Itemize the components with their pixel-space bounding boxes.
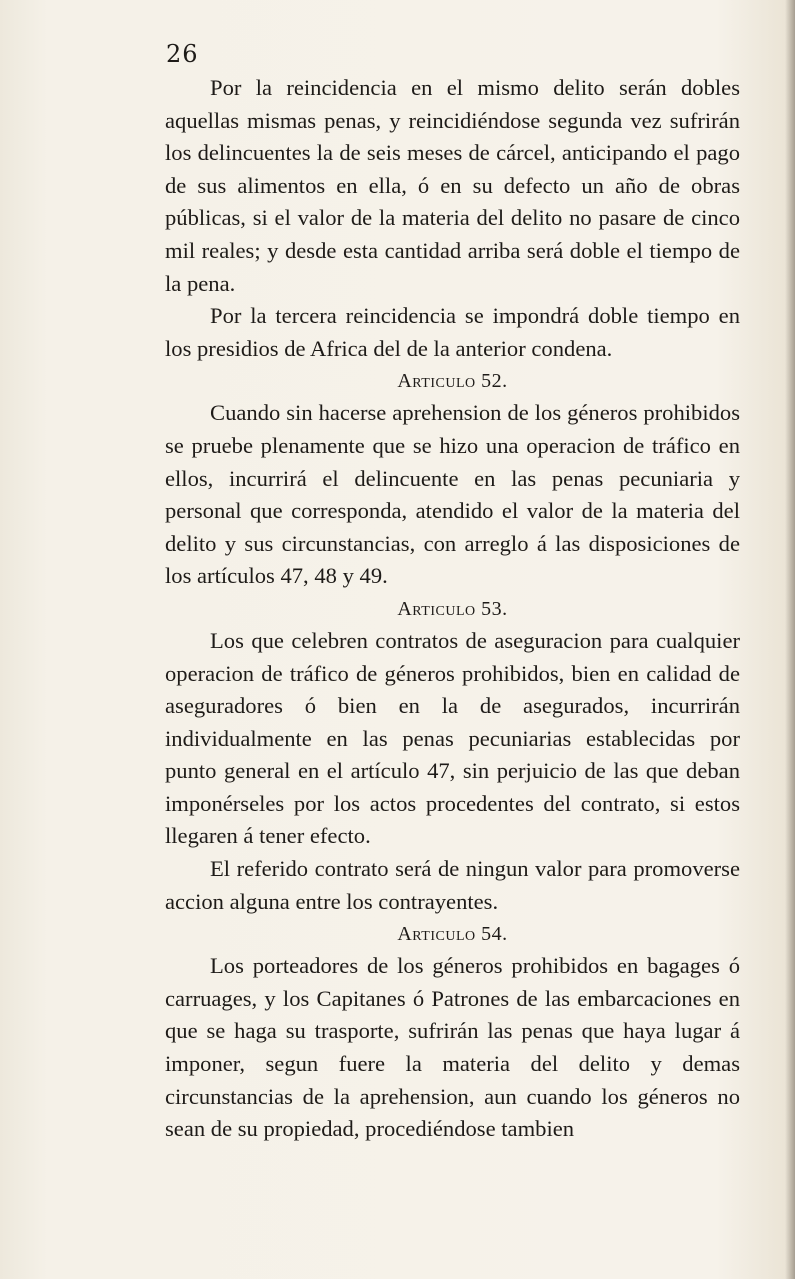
paragraph: Los que celebren contratos de aseguracion para cualquier operacion de tráfico de géneros prohibidos, bien en calidad de aseguradores ó bien en la de asegurados, incurrirán individualmente en las penas pecuniarias establecidas por punto general en el artículo 47, sin perjuicio de las que deban imponérseles por los actos procedentes del contrato, si estos llegaren á tener efecto. xyxy=(165,627,740,849)
paragraph: Por la tercera reincidencia se impondrá doble tiempo en los presidios de Africa del de la anterior condena. xyxy=(165,303,740,361)
article-heading: Articulo 54. xyxy=(397,923,508,946)
paragraph: El referido contrato será de ningun valor para promoverse accion alguna entre los contrayentes. xyxy=(165,856,740,914)
paragraph: Cuando sin hacerse aprehension de los géneros prohibidos se pruebe plenamente que se hizo una operacion de tráfico en ellos, incurrirá el delincuente en las penas pecuniaria y personal que corresponda, atendido el valor de la materia del delito y sus circunstancias, con arreglo á las disposiciones de los artículos 47, 48 y 49. xyxy=(165,400,740,589)
article-heading: Articulo 52. xyxy=(397,370,508,393)
paragraph: Los porteadores de los géneros prohibidos en bagages ó carruages, y los Capitanes ó Patrones de las embarcaciones en que se haga su trasporte, sufrirán las penas que haya lugar á imponer, segun fuere la materia del delito y demas circunstancias de la aprehension, aun cuando los géneros no sean de su propiedad, procediéndose tambien xyxy=(165,953,740,1142)
page-number: 26 xyxy=(166,40,199,68)
page-body xyxy=(165,72,740,1146)
paragraph: Por la reincidencia en el mismo delito serán dobles aquellas mismas penas, y reincidiéndose segunda vez sufrirán los delincuentes la de seis meses de cárcel, anticipando el pago de sus alimentos en ella, ó en su defecto un año de obras públicas, si el valor de la materia del delito no pasare de cinco mil reales; y desde esta cantidad arriba será doble el tiempo de la pena. xyxy=(165,75,740,296)
article-heading: Articulo 53. xyxy=(397,597,508,620)
page-spine-shadow xyxy=(785,0,795,1279)
